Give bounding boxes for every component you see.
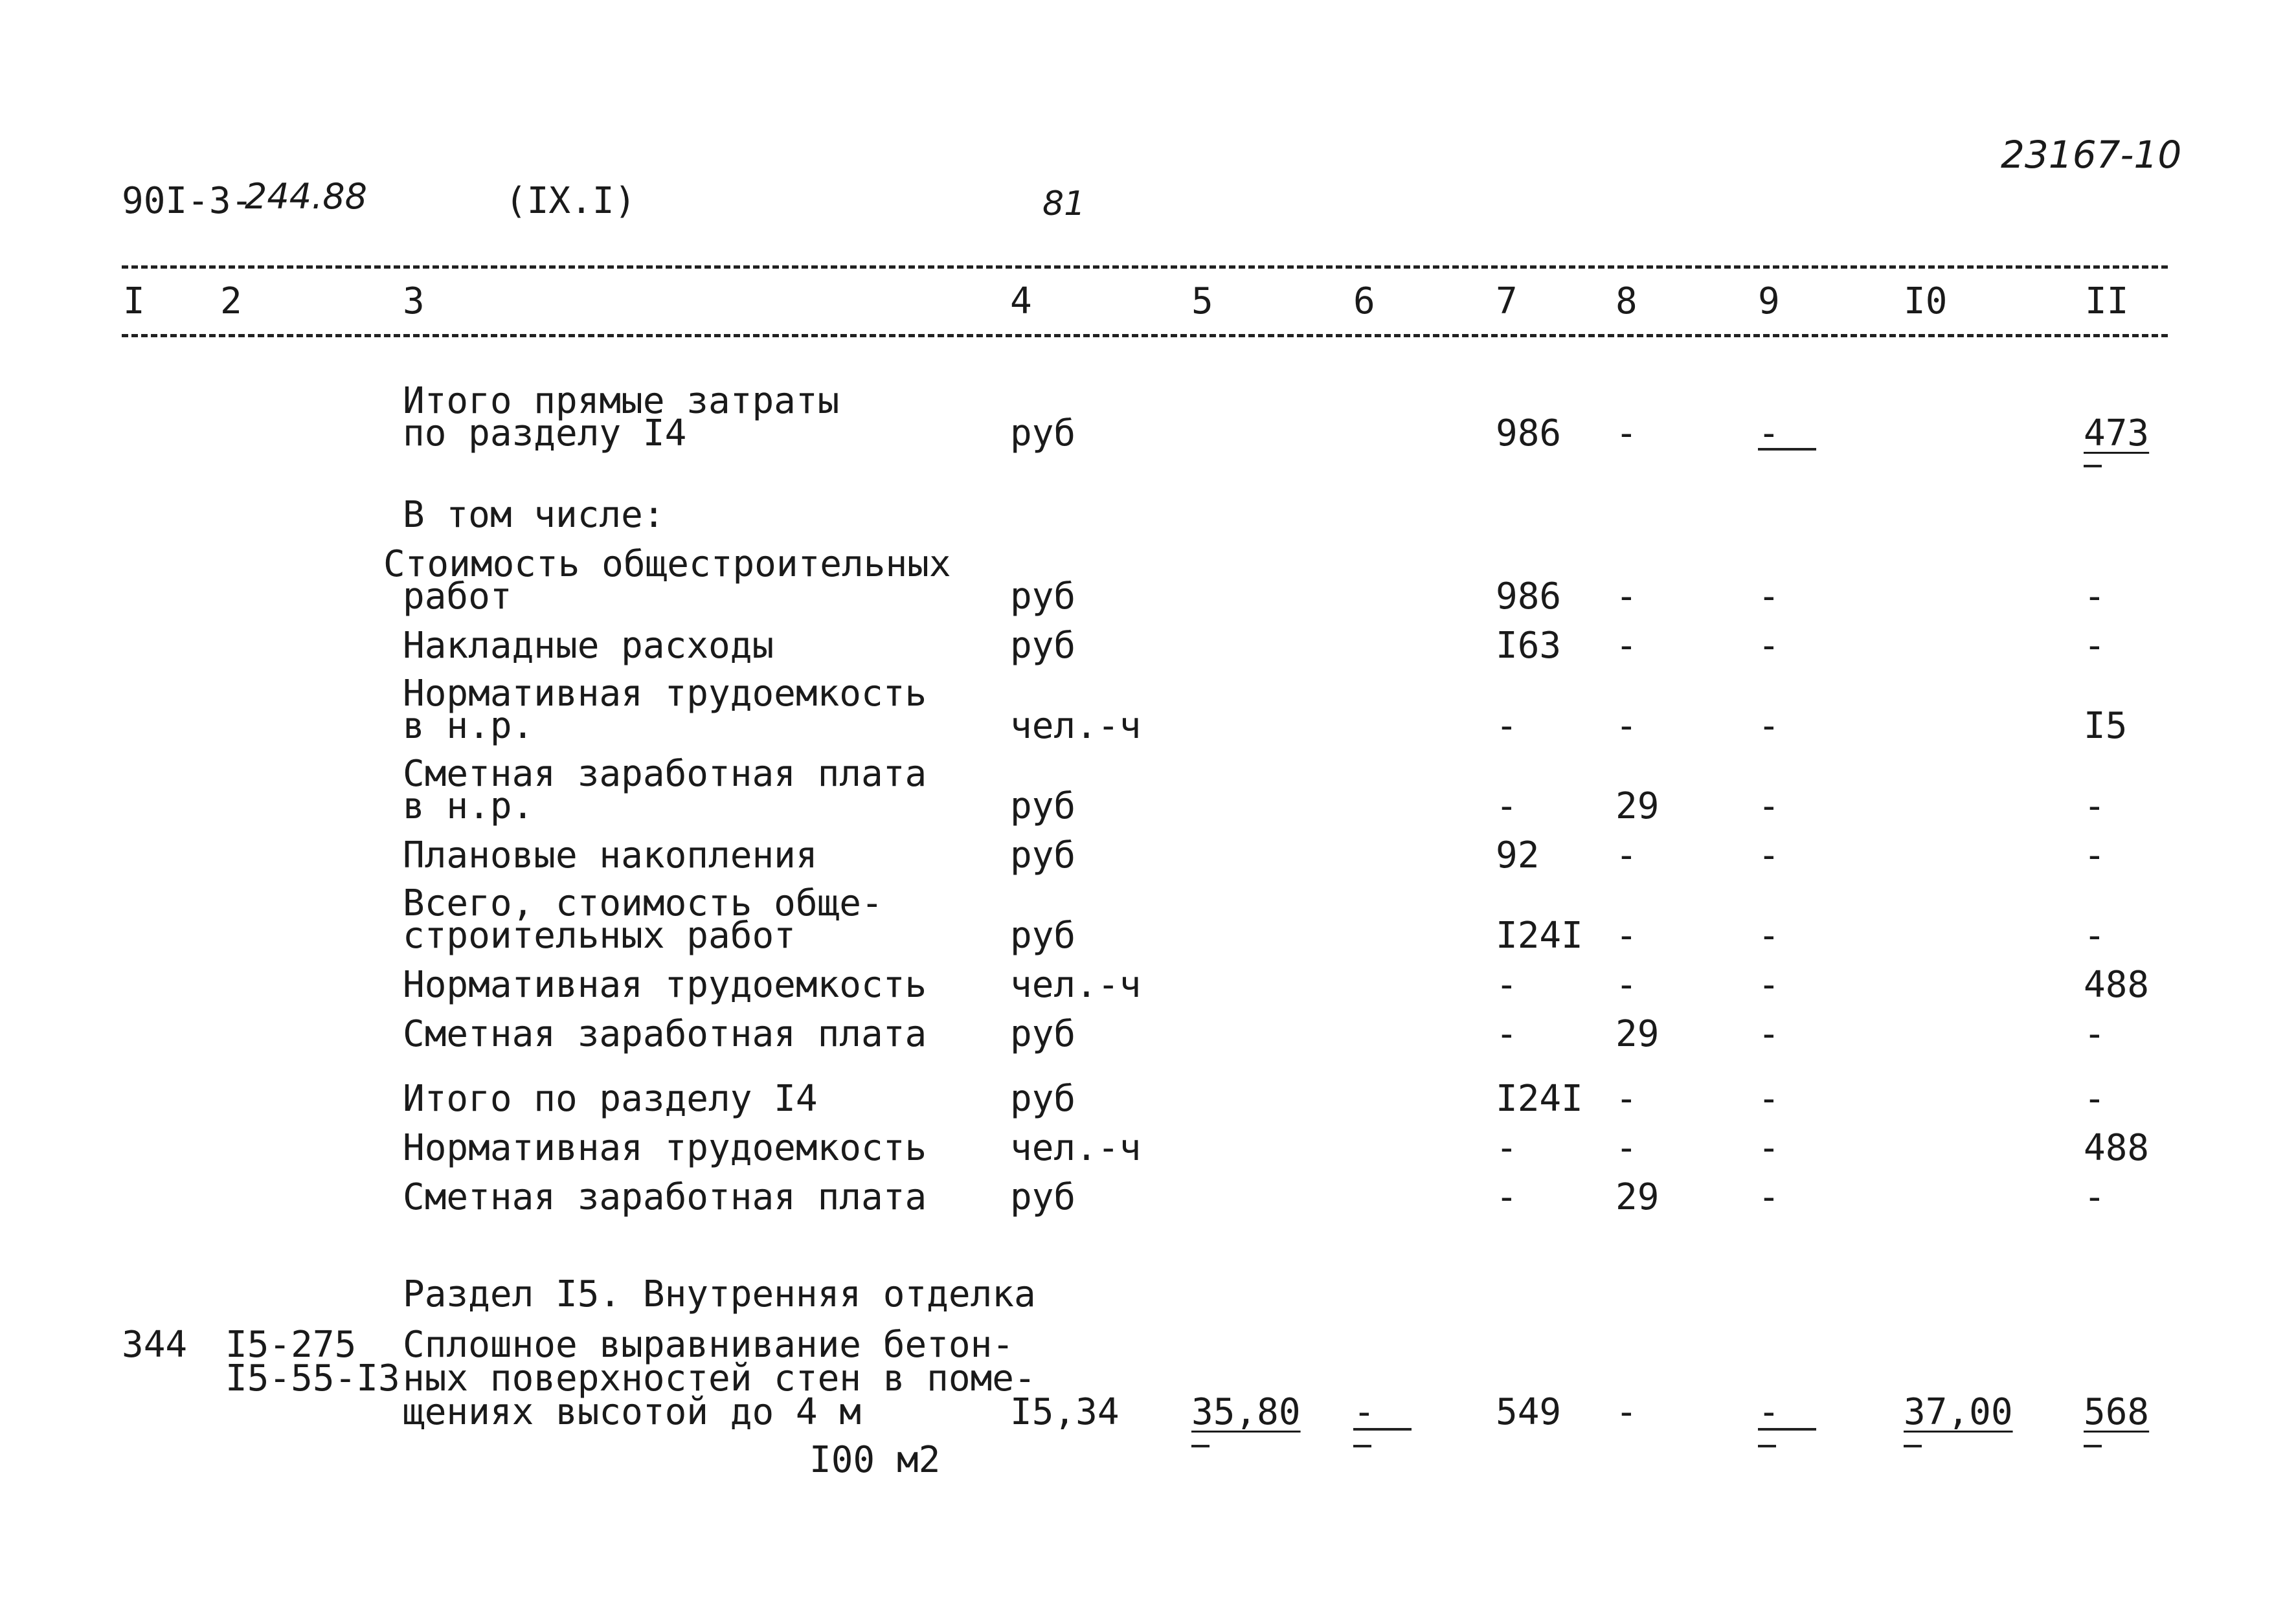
row-col8: - xyxy=(1615,412,1638,454)
col-10-header: I0 xyxy=(1904,280,1948,322)
row-col9: - xyxy=(1758,412,1780,454)
row-label-line: Нормативная трудоемкость xyxy=(403,964,927,1006)
row-col9: - xyxy=(1758,1176,1780,1218)
row-col7: - xyxy=(1496,1013,1518,1055)
row-label-line: Нормативная трудоемкость xyxy=(403,1127,927,1169)
row-label-line: в н.р. xyxy=(403,785,534,827)
item-col9-mark xyxy=(1758,1445,1776,1447)
row-col11: - xyxy=(2084,1176,2106,1218)
row-col11: 473 xyxy=(2084,412,2150,454)
row-col7: - xyxy=(1496,785,1518,827)
row-unit: чел.-ч xyxy=(1010,1127,1142,1169)
row-col7: - xyxy=(1496,1127,1518,1169)
row-label-line: Всего, стоимость обще- xyxy=(403,882,883,924)
row-unit: руб xyxy=(1010,834,1076,876)
row-col8: 29 xyxy=(1615,1013,1660,1055)
item-col6-mark xyxy=(1353,1445,1371,1447)
item-code-primary: I5-275 xyxy=(225,1324,357,1366)
row-col7: I63 xyxy=(1496,625,1562,667)
row-col9: - xyxy=(1758,915,1780,957)
doc-code-handwritten: 244.88 xyxy=(245,176,367,217)
page-number: 81 xyxy=(1042,184,1086,223)
item-col5: 35,80 xyxy=(1191,1391,1301,1433)
section-code: (IX.I) xyxy=(505,180,636,222)
item-quantity: I5,34 xyxy=(1010,1391,1120,1433)
item-desc-line: Сплошное выравнивание бетон- xyxy=(403,1324,1015,1366)
row-label-line: Итого прямые затраты xyxy=(403,380,840,422)
col-5-header: 5 xyxy=(1191,280,1213,322)
row-col9: - xyxy=(1758,1127,1780,1169)
row-label-line: Нормативная трудоемкость xyxy=(403,673,927,715)
row-label-line: в н.р. xyxy=(403,705,534,747)
row-col7: - xyxy=(1496,1176,1518,1218)
row-label-line: Плановые накопления xyxy=(403,834,818,876)
row-col8: 29 xyxy=(1615,1176,1660,1218)
row-col9-underline xyxy=(1758,448,1816,451)
row-col8: - xyxy=(1615,625,1638,667)
header-top-rule xyxy=(122,265,2168,269)
item-desc-line: ных поверхностей стен в поме- xyxy=(403,1357,1036,1400)
col-2-header: 2 xyxy=(220,280,242,322)
row-unit: руб xyxy=(1010,1078,1076,1120)
item-col6-underline xyxy=(1353,1428,1412,1431)
item-col11: 568 xyxy=(2084,1391,2150,1433)
item-desc-line: щениях высотой до 4 м xyxy=(403,1391,862,1433)
row-col9: - xyxy=(1758,785,1780,827)
item-col6: - xyxy=(1353,1391,1375,1433)
col-11-header: II xyxy=(2085,280,2129,322)
row-col11: - xyxy=(2084,625,2106,667)
row-unit: руб xyxy=(1010,1013,1076,1055)
section-15-title: Раздел I5. Внутренняя отделка xyxy=(403,1273,1036,1315)
row-col11: - xyxy=(2084,1078,2106,1120)
col-7-header: 7 xyxy=(1496,280,1518,322)
item-number: 344 xyxy=(122,1324,188,1366)
row-unit: чел.-ч xyxy=(1010,964,1142,1006)
item-col10-mark xyxy=(1904,1445,1922,1447)
row-label-line: Сметная заработная плата xyxy=(403,1013,927,1055)
doc-code-printed: 90I-3- xyxy=(122,180,253,222)
item-col9-underline xyxy=(1758,1428,1816,1431)
header-bottom-rule xyxy=(122,334,2168,337)
subheading-v-tom-chisle: В том числе: xyxy=(403,494,665,536)
row-col7: I24I xyxy=(1496,1078,1583,1120)
row-col11: - xyxy=(2084,834,2106,876)
row-unit: руб xyxy=(1010,625,1076,667)
row-col8: - xyxy=(1615,834,1638,876)
row-unit: руб xyxy=(1010,575,1076,618)
row-col8: - xyxy=(1615,915,1638,957)
row-col9: - xyxy=(1758,1013,1780,1055)
row-col9: - xyxy=(1758,964,1780,1006)
col-4-header: 4 xyxy=(1010,280,1032,322)
row-col8: 29 xyxy=(1615,785,1660,827)
row-col9: - xyxy=(1758,575,1780,618)
col-6-header: 6 xyxy=(1353,280,1375,322)
row-unit: чел.-ч xyxy=(1010,705,1142,747)
item-col7: 549 xyxy=(1496,1391,1562,1433)
row-col11: 488 xyxy=(2084,964,2150,1006)
col-9-header: 9 xyxy=(1758,280,1780,322)
row-col7: 986 xyxy=(1496,412,1562,454)
row-label-line: Итого по разделу I4 xyxy=(403,1078,818,1120)
row-col7: 986 xyxy=(1496,575,1562,618)
row-col8: - xyxy=(1615,1078,1638,1120)
row-col9: - xyxy=(1758,1078,1780,1120)
col-8-header: 8 xyxy=(1615,280,1638,322)
row-label-line: Сметная заработная плата xyxy=(403,1176,927,1218)
row-col7: - xyxy=(1496,964,1518,1006)
item-col8: - xyxy=(1615,1391,1638,1433)
row-col11: - xyxy=(2084,785,2106,827)
row-label-line: работ xyxy=(403,575,512,618)
archive-number: 23167-10 xyxy=(2001,133,2182,177)
item-col9: - xyxy=(1758,1391,1780,1433)
row-col11: - xyxy=(2084,575,2106,618)
row-label-line: по разделу I4 xyxy=(403,412,687,454)
row-unit: руб xyxy=(1010,785,1076,827)
item-unit: I00 м2 xyxy=(809,1439,941,1481)
row-col11: - xyxy=(2084,915,2106,957)
row-col11-mark xyxy=(2084,465,2102,467)
col-1-header: I xyxy=(123,280,145,322)
row-label-line: строительных работ xyxy=(403,915,796,957)
row-col11: I5 xyxy=(2084,705,2128,747)
row-col8: - xyxy=(1615,705,1638,747)
row-col7: - xyxy=(1496,705,1518,747)
item-col10: 37,00 xyxy=(1904,1391,2013,1433)
row-col9: - xyxy=(1758,705,1780,747)
row-label-line: Стоимость общестроительных xyxy=(383,543,951,585)
row-col8: - xyxy=(1615,575,1638,618)
row-col8: - xyxy=(1615,1127,1638,1169)
row-unit: руб xyxy=(1010,1176,1076,1218)
row-label-line: Сметная заработная плата xyxy=(403,753,927,795)
row-col7: 92 xyxy=(1496,834,1540,876)
row-col11: 488 xyxy=(2084,1127,2150,1169)
col-3-header: 3 xyxy=(403,280,425,322)
row-label-line: Накладные расходы xyxy=(403,625,774,667)
item-col11-mark xyxy=(2084,1445,2102,1447)
row-col9: - xyxy=(1758,625,1780,667)
item-code-secondary: I5-55-I3 xyxy=(225,1357,400,1400)
row-col11: - xyxy=(2084,1013,2106,1055)
row-col7: I24I xyxy=(1496,915,1583,957)
row-col8: - xyxy=(1615,964,1638,1006)
row-unit: руб xyxy=(1010,915,1076,957)
item-col5-mark xyxy=(1191,1445,1210,1447)
row-unit: руб xyxy=(1010,412,1076,454)
row-col9: - xyxy=(1758,834,1780,876)
